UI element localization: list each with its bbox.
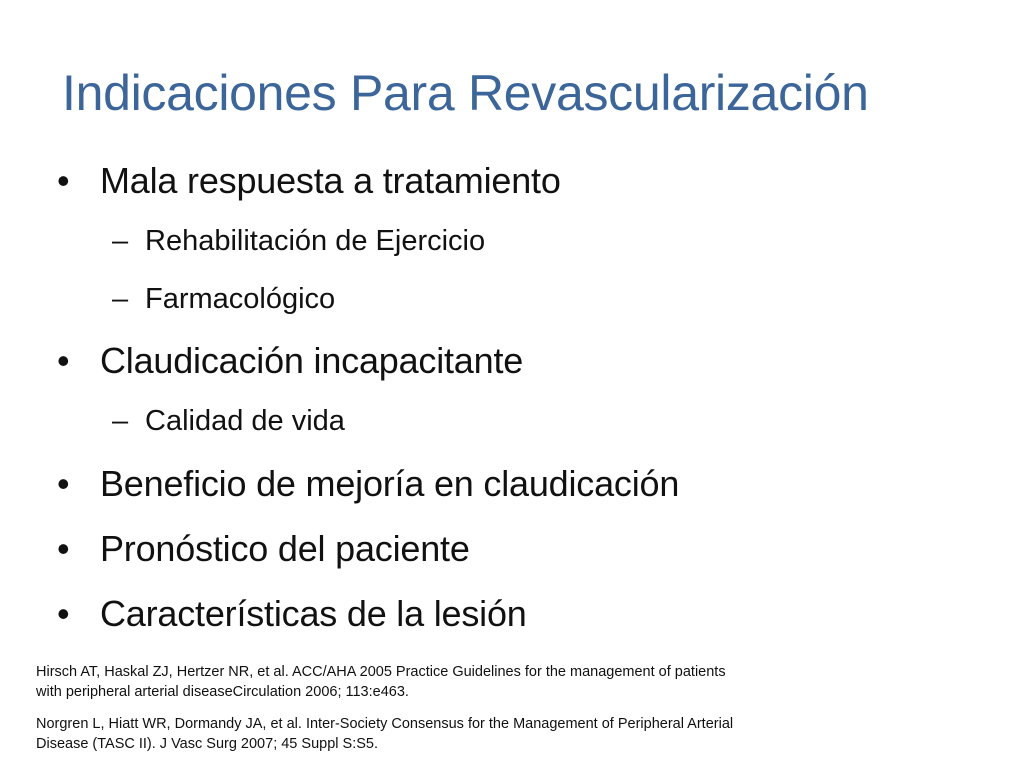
sub-bullet-text: Calidad de vida — [145, 405, 345, 437]
bullet-item — [57, 340, 524, 382]
bullet-text: Características de la lesión — [100, 593, 527, 634]
bullet-text: Pronóstico del paciente — [100, 528, 470, 569]
bullet-text: Beneficio de mejoría en claudicación — [100, 463, 680, 504]
reference-citation — [36, 714, 796, 754]
sub-bullet-item — [112, 225, 486, 258]
dash-icon: – — [112, 225, 129, 257]
reference-line: with peripheral arterial diseaseCirculation 2006; 113:e463. — [36, 684, 409, 700]
dash-icon: – — [112, 405, 129, 437]
bullet-item — [57, 528, 470, 570]
bullet-item — [57, 463, 680, 505]
bullet-item — [57, 160, 561, 202]
sub-bullet-item — [112, 283, 336, 316]
bullet-item — [57, 593, 527, 635]
bullet-text: Mala respuesta a tratamiento — [100, 160, 561, 201]
slide-title: Indicaciones Para Revascularización — [62, 65, 869, 121]
reference-citation — [36, 662, 796, 702]
bullet-dot-icon: • — [57, 340, 70, 381]
reference-line: Disease (TASC II). J Vasc Surg 2007; 45 Suppl S:S5. — [36, 736, 378, 752]
reference-line: Hirsch AT, Haskal ZJ, Hertzer NR, et al. ACC/AHA 2005 Practice Guidelines for the management of patients — [36, 664, 726, 680]
sub-bullet-text: Rehabilitación de Ejercicio — [145, 225, 486, 257]
sub-bullet-item — [112, 405, 345, 438]
bullet-dot-icon: • — [57, 528, 70, 569]
bullet-dot-icon: • — [57, 593, 70, 634]
bullet-text: Claudicación incapacitante — [100, 340, 524, 381]
reference-line: Norgren L, Hiatt WR, Dormandy JA, et al. Inter-Society Consensus for the Management of Peripheral Arterial — [36, 716, 734, 732]
bullet-dot-icon: • — [57, 160, 70, 201]
bullet-dot-icon: • — [57, 463, 70, 504]
dash-icon: – — [112, 283, 129, 315]
sub-bullet-text: Farmacológico — [145, 283, 336, 315]
